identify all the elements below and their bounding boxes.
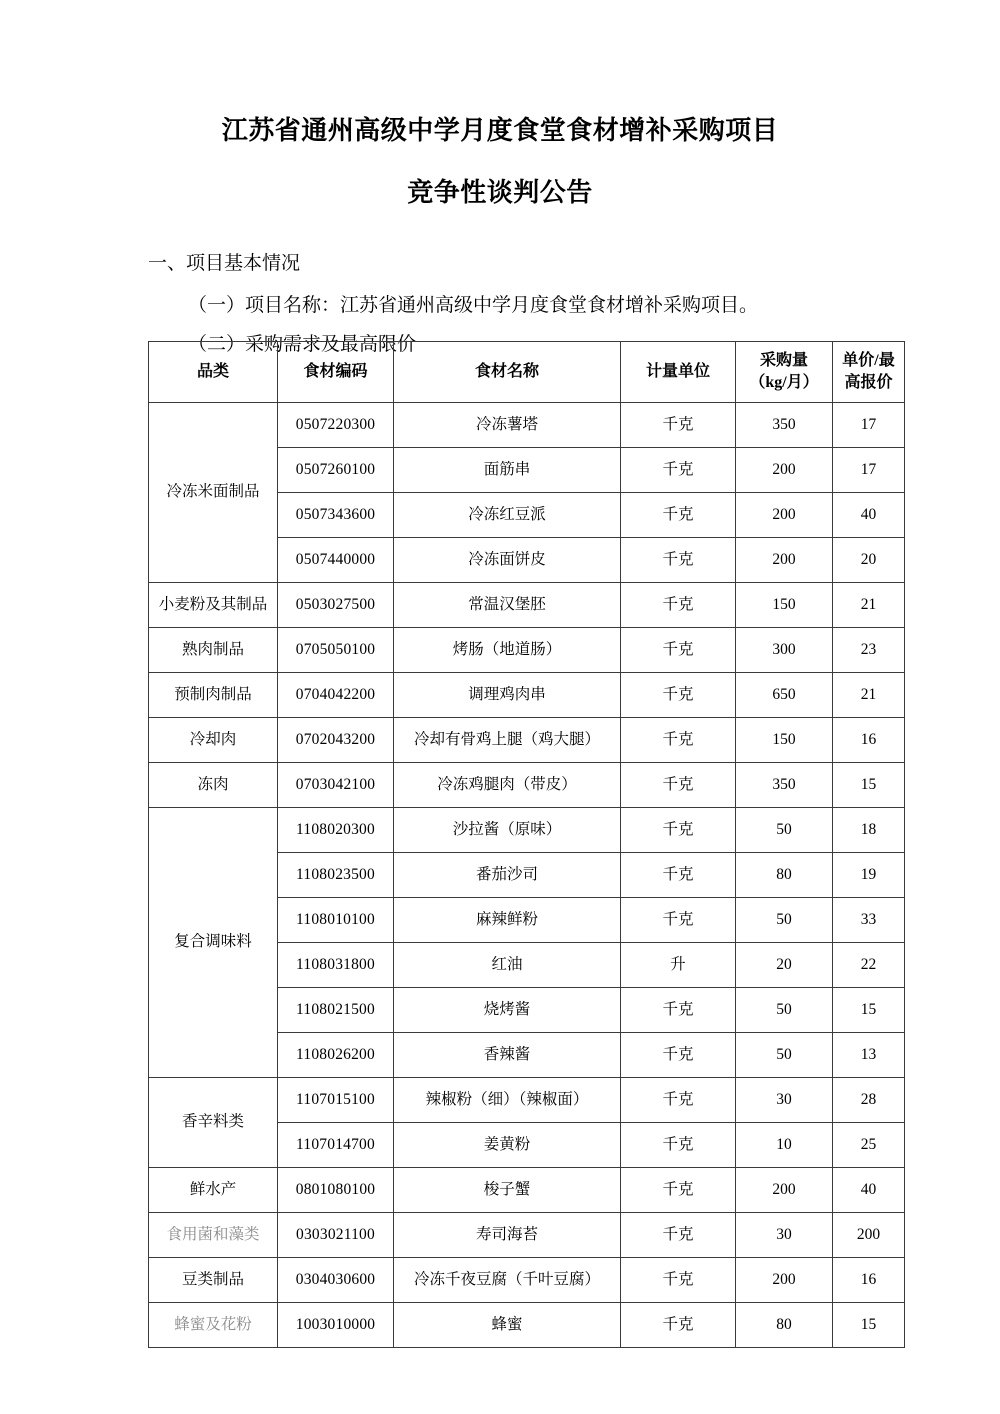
cell-price: 21 xyxy=(833,583,905,628)
table-row xyxy=(149,1303,905,1348)
cell-code: 0507260100 xyxy=(278,448,394,493)
cell-name: 烤肠（地道肠） xyxy=(394,628,621,673)
cell-price: 17 xyxy=(833,403,905,448)
cell-code: 0705050100 xyxy=(278,628,394,673)
cell-price: 13 xyxy=(833,1033,905,1078)
cell-code: 1107014700 xyxy=(278,1123,394,1168)
cell-name: 番茄沙司 xyxy=(394,853,621,898)
cell-price: 200 xyxy=(833,1213,905,1258)
cell-code: 1108026200 xyxy=(278,1033,394,1078)
column-header-quantity-line-1: 采购量 xyxy=(759,352,808,370)
column-header-price-line-1: 单价/最 xyxy=(842,352,895,370)
cell-unit: 千克 xyxy=(621,1168,736,1213)
sub-item-procurement-demand: （二）采购需求及最高限价 xyxy=(188,333,417,355)
column-header-price-line-2: 高报价 xyxy=(844,374,893,391)
cell-quantity: 80 xyxy=(736,853,833,898)
table-row xyxy=(149,1168,905,1213)
cell-code: 1108021500 xyxy=(278,988,394,1033)
cell-code: 1108031800 xyxy=(278,943,394,988)
cell-name: 沙拉酱（原味） xyxy=(394,808,621,853)
cell-name: 梭子蟹 xyxy=(394,1168,621,1213)
cell-code: 1003010000 xyxy=(278,1303,394,1348)
cell-price: 25 xyxy=(833,1123,905,1168)
cell-unit: 千克 xyxy=(621,853,736,898)
document-title-line-1: 江苏省通州高级中学月度食堂食材增补采购项目 xyxy=(221,116,779,145)
cell-price: 33 xyxy=(833,898,905,943)
cell-price: 18 xyxy=(833,808,905,853)
cell-price: 16 xyxy=(833,1258,905,1303)
cell-name: 面筋串 xyxy=(394,448,621,493)
cell-unit: 千克 xyxy=(621,583,736,628)
cell-quantity: 50 xyxy=(736,988,833,1033)
cell-name: 寿司海苔 xyxy=(394,1213,621,1258)
cell-price: 20 xyxy=(833,538,905,583)
table-row xyxy=(149,673,905,718)
table-row xyxy=(149,763,905,808)
table-row xyxy=(149,718,905,763)
cell-unit: 千克 xyxy=(621,1033,736,1078)
cell-code: 0801080100 xyxy=(278,1168,394,1213)
cell-quantity: 80 xyxy=(736,1303,833,1348)
cell-price: 23 xyxy=(833,628,905,673)
cell-unit: 千克 xyxy=(621,1213,736,1258)
cell-name: 烧烤酱 xyxy=(394,988,621,1033)
cell-unit: 千克 xyxy=(621,808,736,853)
cell-price: 21 xyxy=(833,673,905,718)
cell-name: 红油 xyxy=(394,943,621,988)
cell-price: 22 xyxy=(833,943,905,988)
cell-price: 40 xyxy=(833,493,905,538)
column-header-unit: 计量单位 xyxy=(621,342,736,403)
cell-quantity: 30 xyxy=(736,1078,833,1123)
cell-code: 1107015100 xyxy=(278,1078,394,1123)
cell-price: 40 xyxy=(833,1168,905,1213)
table-row xyxy=(149,583,905,628)
cell-quantity: 200 xyxy=(736,538,833,583)
cell-code: 0507220300 xyxy=(278,403,394,448)
procurement-table xyxy=(148,341,905,1348)
cell-category: 香辛料类 xyxy=(149,1078,278,1168)
cell-price: 16 xyxy=(833,718,905,763)
cell-category: 复合调味料 xyxy=(149,808,278,1078)
cell-unit: 千克 xyxy=(621,763,736,808)
cell-price: 17 xyxy=(833,448,905,493)
cell-name: 冷却有骨鸡上腿（鸡大腿） xyxy=(394,718,621,763)
cell-category: 冻肉 xyxy=(149,763,278,808)
cell-category: 预制肉制品 xyxy=(149,673,278,718)
cell-code: 0503027500 xyxy=(278,583,394,628)
cell-name: 调理鸡肉串 xyxy=(394,673,621,718)
column-header-name: 食材名称 xyxy=(394,342,621,403)
cell-code: 0702043200 xyxy=(278,718,394,763)
cell-code: 0703042100 xyxy=(278,763,394,808)
cell-unit: 升 xyxy=(621,943,736,988)
table-header-row xyxy=(149,342,905,403)
cell-category: 食用菌和藻类 xyxy=(149,1213,278,1258)
cell-quantity: 50 xyxy=(736,808,833,853)
cell-name: 常温汉堡胚 xyxy=(394,583,621,628)
cell-category: 冷却肉 xyxy=(149,718,278,763)
cell-unit: 千克 xyxy=(621,403,736,448)
cell-price: 28 xyxy=(833,1078,905,1123)
table-row xyxy=(149,808,905,853)
cell-code: 0304030600 xyxy=(278,1258,394,1303)
cell-category: 熟肉制品 xyxy=(149,628,278,673)
cell-quantity: 150 xyxy=(736,718,833,763)
cell-code: 0507343600 xyxy=(278,493,394,538)
cell-unit: 千克 xyxy=(621,1303,736,1348)
cell-quantity: 350 xyxy=(736,763,833,808)
table-row xyxy=(149,628,905,673)
cell-code: 0303021100 xyxy=(278,1213,394,1258)
cell-code: 0507440000 xyxy=(278,538,394,583)
cell-quantity: 200 xyxy=(736,1258,833,1303)
cell-quantity: 150 xyxy=(736,583,833,628)
cell-category: 冷冻米面制品 xyxy=(149,403,278,583)
cell-price: 15 xyxy=(833,1303,905,1348)
cell-category: 蜂蜜及花粉 xyxy=(149,1303,278,1348)
cell-name: 麻辣鲜粉 xyxy=(394,898,621,943)
cell-quantity: 650 xyxy=(736,673,833,718)
cell-code: 0704042200 xyxy=(278,673,394,718)
cell-unit: 千克 xyxy=(621,538,736,583)
cell-unit: 千克 xyxy=(621,1123,736,1168)
cell-quantity: 200 xyxy=(736,448,833,493)
cell-quantity: 200 xyxy=(736,493,833,538)
section-heading-basic-info: 一、项目基本情况 xyxy=(148,253,301,274)
cell-name: 辣椒粉（细）（辣椒面） xyxy=(394,1078,621,1123)
sub-item-project-name: （一）项目名称：江苏省通州高级中学月度食堂食材增补采购项目。 xyxy=(188,294,759,316)
cell-unit: 千克 xyxy=(621,988,736,1033)
cell-category: 豆类制品 xyxy=(149,1258,278,1303)
table-row xyxy=(149,1258,905,1303)
cell-price: 15 xyxy=(833,763,905,808)
table-body xyxy=(149,403,905,1348)
column-header-code: 食材编码 xyxy=(278,342,394,403)
cell-unit: 千克 xyxy=(621,718,736,763)
cell-name: 蜂蜜 xyxy=(394,1303,621,1348)
document-title-line-2: 竞争性谈判公告 xyxy=(407,178,593,207)
cell-category: 小麦粉及其制品 xyxy=(149,583,278,628)
cell-price: 19 xyxy=(833,853,905,898)
cell-quantity: 50 xyxy=(736,898,833,943)
table-row xyxy=(149,403,905,448)
cell-name: 冷冻薯塔 xyxy=(394,403,621,448)
column-header-quantity xyxy=(736,342,833,403)
cell-name: 冷冻面饼皮 xyxy=(394,538,621,583)
cell-unit: 千克 xyxy=(621,493,736,538)
table-row xyxy=(149,1078,905,1123)
cell-unit: 千克 xyxy=(621,448,736,493)
cell-quantity: 50 xyxy=(736,1033,833,1078)
cell-quantity: 10 xyxy=(736,1123,833,1168)
cell-price: 15 xyxy=(833,988,905,1033)
cell-name: 姜黄粉 xyxy=(394,1123,621,1168)
cell-code: 1108010100 xyxy=(278,898,394,943)
column-header-quantity-line-2: （kg/月） xyxy=(749,374,819,391)
cell-code: 1108023500 xyxy=(278,853,394,898)
cell-code: 1108020300 xyxy=(278,808,394,853)
cell-category: 鲜水产 xyxy=(149,1168,278,1213)
cell-unit: 千克 xyxy=(621,898,736,943)
cell-unit: 千克 xyxy=(621,628,736,673)
cell-quantity: 300 xyxy=(736,628,833,673)
column-header-price xyxy=(833,342,905,403)
cell-quantity: 350 xyxy=(736,403,833,448)
cell-quantity: 30 xyxy=(736,1213,833,1258)
table-row xyxy=(149,1213,905,1258)
cell-name: 冷冻红豆派 xyxy=(394,493,621,538)
cell-unit: 千克 xyxy=(621,673,736,718)
cell-quantity: 20 xyxy=(736,943,833,988)
cell-name: 冷冻千夜豆腐（千叶豆腐） xyxy=(394,1258,621,1303)
cell-name: 香辣酱 xyxy=(394,1033,621,1078)
column-header-category: 品类 xyxy=(149,342,278,403)
cell-quantity: 200 xyxy=(736,1168,833,1213)
cell-unit: 千克 xyxy=(621,1078,736,1123)
cell-unit: 千克 xyxy=(621,1258,736,1303)
cell-name: 冷冻鸡腿肉（带皮） xyxy=(394,763,621,808)
